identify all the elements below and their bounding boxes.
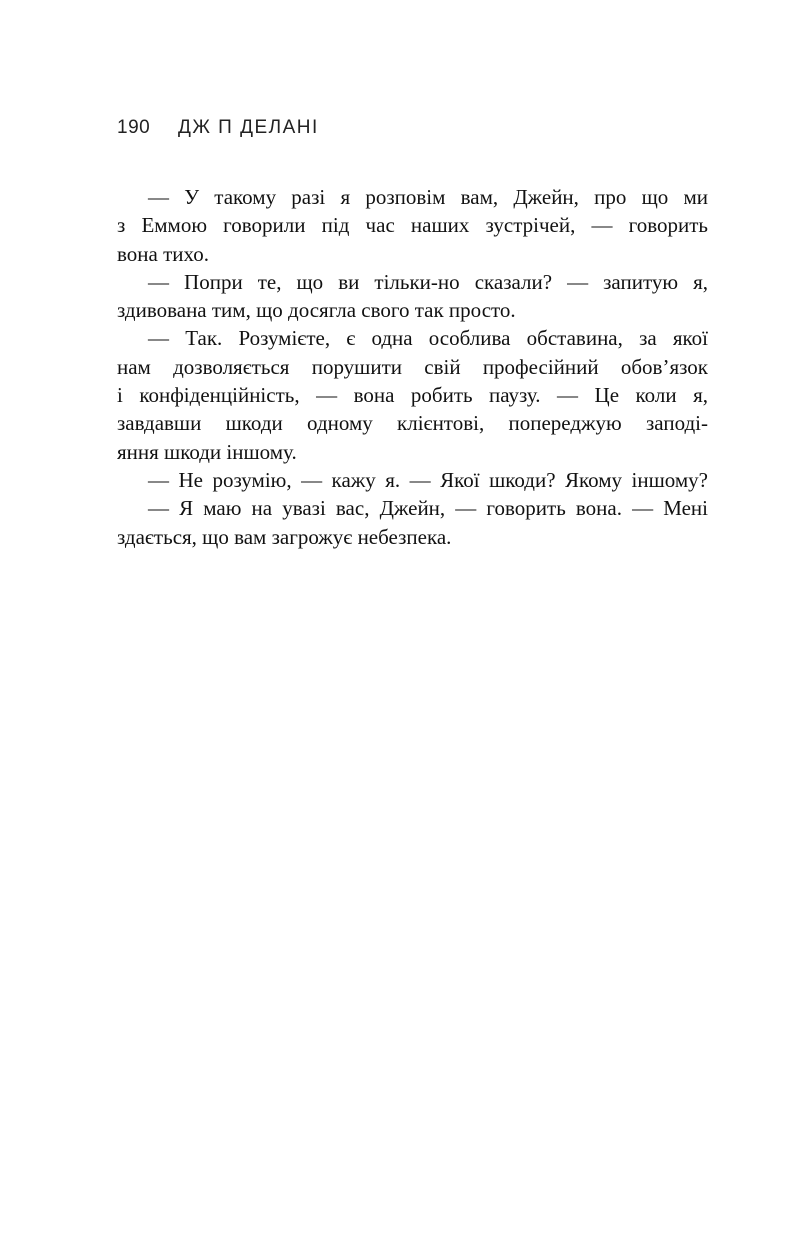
text-line: з Еммою говорили під час наших зустрічей, — говорить: [117, 213, 708, 238]
text-line: — Попри те, що ви тільки-но сказали? — запитую я,: [148, 269, 708, 294]
text-line: нам дозволяється порушити свій професійний обов’язок: [117, 354, 708, 379]
text-line: — Не розумію, — кажу я. — Якої шкоди? Якому іншому?: [148, 467, 708, 492]
text-line: здивована тим, що досягла свого так просто.: [117, 298, 516, 323]
running-head-author: ДЖ П ДЕЛАНІ: [177, 117, 319, 138]
body-text: [117, 183, 708, 551]
text-line: і конфіденційність, — вона робить паузу. — Це коли я,: [117, 383, 708, 408]
text-line: яння шкоди іншому.: [117, 439, 297, 464]
text-line: здається, що вам загрожує небезпека.: [117, 524, 452, 549]
text-line: — У такому разі я розповім вам, Джейн, про що ми: [148, 185, 708, 209]
page-number: 190: [117, 117, 151, 138]
text-line: — Так. Розумієте, є одна особлива обставина, за якої: [148, 326, 708, 351]
running-head: [117, 117, 319, 139]
text-line: вона тихо.: [117, 241, 209, 266]
text-line: завдавши шкоди одному клієнтові, попереджую заподі-: [117, 411, 708, 436]
text-line: — Я маю на увазі вас, Джейн, — говорить вона. — Мені: [148, 496, 708, 521]
